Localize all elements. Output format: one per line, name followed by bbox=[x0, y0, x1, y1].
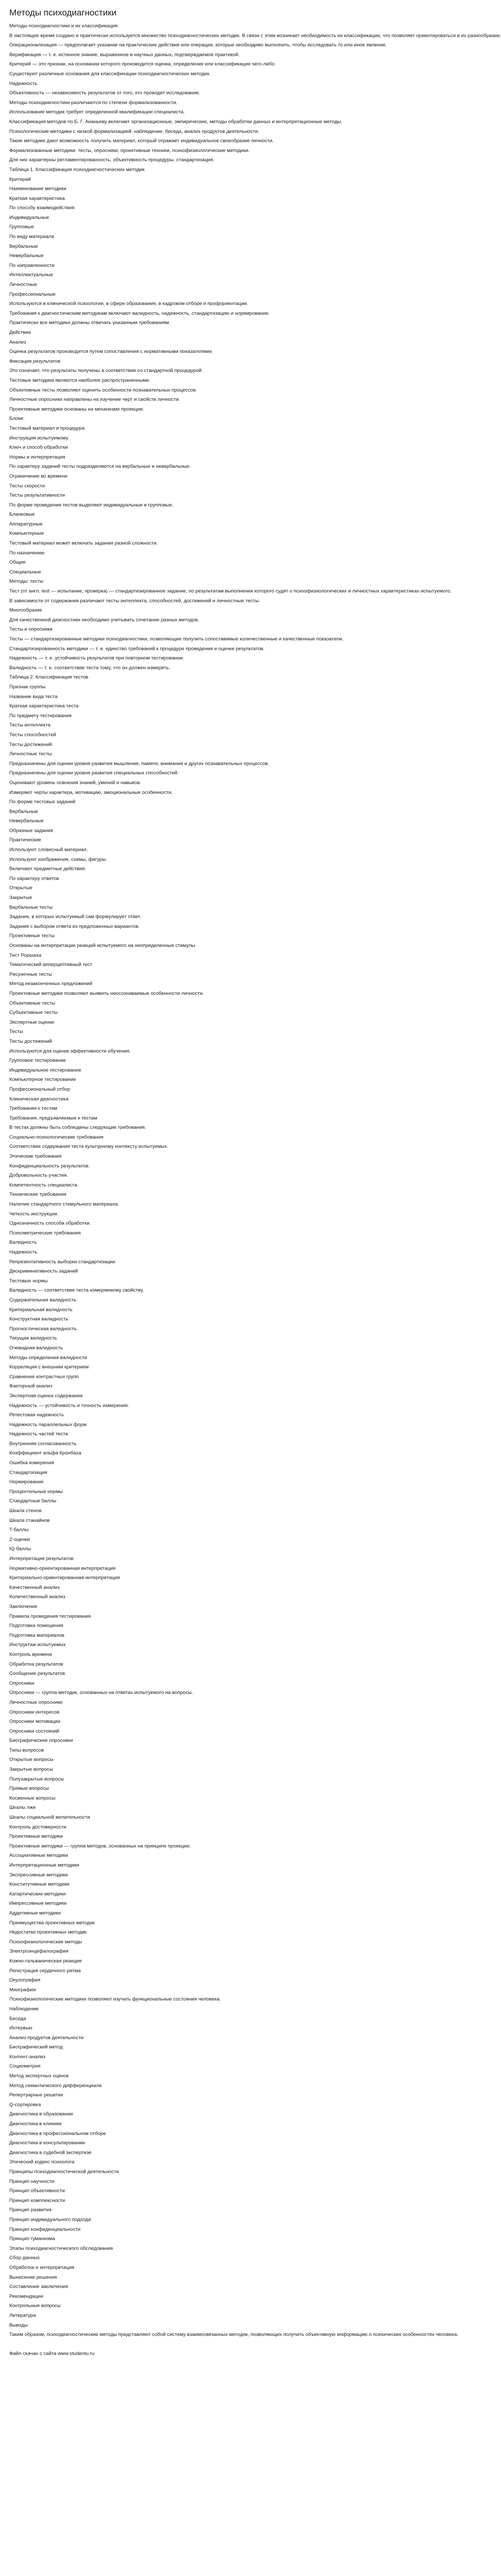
text-line: Верификация — т. е. истинное знание, выраженное в научных данных, подтверждаемое практикой. bbox=[9, 52, 240, 58]
text-line: По направленности bbox=[9, 262, 55, 268]
text-line: Аддитивные методики bbox=[9, 1910, 61, 1916]
text-line: Задания с выбором ответа из предложенных вариантов. bbox=[9, 923, 140, 929]
text-line: Миография bbox=[9, 1987, 36, 1993]
text-line: По характеру ответов bbox=[9, 875, 59, 882]
text-line: Соответствие содержания теста культурному контексту испытуемых. bbox=[9, 1144, 169, 1150]
text-line: По форме тестовых заданий bbox=[9, 799, 76, 805]
text-line: Анализ bbox=[9, 339, 26, 345]
text-line: Проективные методики bbox=[9, 1834, 63, 1840]
text-line: Диагностика в судебной экспертизе bbox=[9, 2149, 92, 2156]
text-line: Опросники состояний bbox=[9, 1728, 59, 1734]
text-line: Принцип научности bbox=[9, 2178, 55, 2184]
text-line: Внутренняя согласованность bbox=[9, 1440, 77, 1447]
text-line: Тесты — стандартизированные методики психодиагностики, позволяющие получить сопоставимые количественные и качественные показатели. bbox=[9, 636, 344, 642]
text-line: Это означает, что результаты получены в соответствии со стандартной процедурой. bbox=[9, 368, 203, 374]
text-line: Надежность частей теста bbox=[9, 1431, 68, 1437]
text-line: Коэффициент альфа Кронбаха bbox=[9, 1450, 81, 1456]
text-line: Биографические опросники bbox=[9, 1738, 73, 1744]
text-line: Валидность bbox=[9, 1240, 37, 1246]
text-line: Психофизиологические методы bbox=[9, 1939, 82, 1945]
text-line: Таблица 1. Классификация психодиагностических методик bbox=[9, 166, 145, 173]
text-line: Признак группы bbox=[9, 684, 46, 690]
text-line: В зависимости от содержания различают тесты интеллекта, способностей, достижений и личностные тесты. bbox=[9, 598, 260, 604]
text-line: Анализ продуктов деятельности bbox=[9, 2035, 84, 2041]
text-line: Операционализация — предполагает указание на практические действия или операции, которые необходимо выполнить, чтобы исследовать то или иное явление. bbox=[9, 42, 387, 48]
text-line: Тест Роршаха bbox=[9, 952, 42, 958]
text-line: Четкость инструкции. bbox=[9, 1211, 59, 1217]
text-line: Недостатки проективных методик bbox=[9, 1929, 87, 1936]
text-line: Контроль достоверности bbox=[9, 1824, 66, 1830]
text-line: Тесты bbox=[9, 1029, 23, 1035]
text-line: Существуют различные основания для классификации психодиагностических методик. bbox=[9, 71, 211, 77]
text-line: Наблюдение bbox=[9, 2006, 39, 2012]
text-line: Репертуарные решетки bbox=[9, 2092, 63, 2098]
text-line: Интеллектуальные bbox=[9, 272, 53, 278]
text-line: Методы психодиагностики и их классификация bbox=[9, 23, 118, 29]
text-line: По способу взаимодействия bbox=[9, 205, 75, 211]
text-line: Индивидуальные bbox=[9, 214, 49, 221]
text-line: Добровольность участия. bbox=[9, 1173, 68, 1179]
text-line: Социометрия bbox=[9, 2063, 41, 2070]
text-line: Электроэнцефалография bbox=[9, 1948, 69, 1955]
text-line: IQ-баллы bbox=[9, 1546, 31, 1552]
text-line: Задания, в которых испытуемый сам формулирует ответ. bbox=[9, 914, 141, 920]
text-line: Тесты интеллекта bbox=[9, 722, 51, 728]
text-line: Групповые bbox=[9, 224, 34, 230]
text-line: Бланковые bbox=[9, 512, 35, 518]
text-line: Классификация методов по Б. Г. Ананьеву включает организационные, эмпирические, методы обработки данных и интерпретационные методы. bbox=[9, 118, 343, 125]
text-line: Принцип комплексности bbox=[9, 2197, 65, 2204]
text-line: Косвенные вопросы bbox=[9, 1795, 56, 1801]
text-line: Личностные bbox=[9, 282, 38, 288]
text-line: По характеру заданий тесты подразделяются на вербальные и невербальные. bbox=[9, 464, 191, 470]
text-line: Ошибка измерения bbox=[9, 1460, 54, 1466]
text-line: Экспертные оценки bbox=[9, 1019, 55, 1025]
text-line: Тесты скорости bbox=[9, 483, 45, 489]
text-line: Критериальная валидность bbox=[9, 1307, 73, 1313]
text-line: Стандартизированность методики — т. е. единство требований к процедуре проведения и оценке результатов. bbox=[9, 646, 265, 652]
text-line: Наименование методики bbox=[9, 186, 66, 192]
document-body bbox=[9, 22, 501, 2340]
text-line: Использование методик требует определенной квалификации специалиста. bbox=[9, 109, 185, 115]
text-line: Общие bbox=[9, 560, 26, 566]
text-line: Тестовые нормы bbox=[9, 1278, 48, 1284]
text-line: Стандартизация bbox=[9, 1469, 47, 1476]
text-line: Ключ и способ обработки bbox=[9, 445, 68, 451]
text-line: Личностные опросники bbox=[9, 1699, 62, 1705]
text-line: Личностные тесты bbox=[9, 751, 52, 757]
text-line: Объективность — независимость результатов от того, кто проводит исследование. bbox=[9, 90, 201, 96]
text-line: Процентильные нормы bbox=[9, 1488, 63, 1495]
text-line: T-баллы bbox=[9, 1527, 29, 1533]
text-line: Критерий — это признак, на основании которого производится оценка, определение или классификация чего-либо. bbox=[9, 61, 276, 67]
text-line: Рисуночные тесты bbox=[9, 971, 52, 977]
text-line: Профессиональные bbox=[9, 291, 56, 297]
text-line: Аппаратурные bbox=[9, 521, 43, 527]
text-line: Закрытые bbox=[9, 895, 32, 901]
text-line: Требования, предъявляемые к тестам bbox=[9, 1115, 97, 1121]
text-line: Требования к тестам bbox=[9, 1106, 58, 1112]
text-line: Принцип гуманизма bbox=[9, 2236, 55, 2242]
text-line: Опросники интересов bbox=[9, 1709, 60, 1715]
text-line: Содержательная валидность bbox=[9, 1297, 76, 1303]
text-line: Многообразие bbox=[9, 607, 42, 614]
text-line: Психологические методики с низкой формализацией: наблюдение, беседа, анализ продуктов деятельности. bbox=[9, 128, 259, 134]
text-line: Корреляция с внешним критерием bbox=[9, 1364, 89, 1370]
text-line: Валидность — т. е. соответствие теста тому, что он должен измерять. bbox=[9, 665, 171, 671]
text-line: Инструктаж испытуемых bbox=[9, 1642, 66, 1648]
text-line: Методы: тесты bbox=[9, 579, 44, 585]
text-line: Интерпретация результатов bbox=[9, 1556, 74, 1562]
text-line: Заключение bbox=[9, 1603, 38, 1609]
text-line: Ассоциативные методики bbox=[9, 1853, 68, 1859]
text-line: По форме проведения тестов выделяют индивидуальные и групповые. bbox=[9, 502, 174, 508]
text-line: Компетентность специалиста. bbox=[9, 1182, 79, 1188]
text-line: Объективные тесты позволяют оценить особенности познавательных процессов. bbox=[9, 387, 197, 393]
text-line: Тесты достижений bbox=[9, 741, 52, 748]
text-line: По предмету тестирования bbox=[9, 713, 72, 719]
text-line: Ограничение во времени bbox=[9, 473, 68, 479]
text-line: Название вида теста bbox=[9, 693, 58, 700]
text-line: Клиническая диагностика bbox=[9, 1096, 69, 1102]
text-line: Специальные bbox=[9, 569, 41, 575]
text-line: Блоки: bbox=[9, 416, 25, 422]
text-line: Биографический метод bbox=[9, 2044, 63, 2050]
text-line: Тесты и опросники bbox=[9, 626, 53, 633]
text-line: Контроль времени bbox=[9, 1651, 52, 1657]
text-line: Тесты достижений bbox=[9, 1038, 52, 1044]
text-line: Методы психодиагностики различаются по степени формализованности. bbox=[9, 99, 178, 106]
text-line: Тесты результативности bbox=[9, 493, 65, 499]
text-line: Предназначены для оценки уровня развития мышления, памяти, внимания и других познавательных процессов. bbox=[9, 760, 270, 767]
text-line: Конфиденциальность результатов. bbox=[9, 1163, 90, 1169]
text-line: Групповое тестирование bbox=[9, 1058, 66, 1064]
text-line: Невербальные bbox=[9, 818, 44, 824]
text-line: Практические bbox=[9, 837, 41, 843]
text-line: По виду материала bbox=[9, 234, 54, 240]
text-line: Интервью bbox=[9, 2025, 32, 2031]
text-line: Беседа bbox=[9, 2015, 26, 2022]
text-line: Интерпретационные методики bbox=[9, 1862, 79, 1868]
text-line: Технические требования bbox=[9, 1192, 66, 1198]
text-line: Фиксация результатов bbox=[9, 358, 61, 364]
text-line: Экспрессивные методики bbox=[9, 1872, 68, 1878]
text-line: Надежность — устойчивость и точность измерения. bbox=[9, 1402, 129, 1409]
text-line: Используются для оценки эффективности обучения. bbox=[9, 1048, 131, 1054]
text-line: Краткая характеристика теста bbox=[9, 703, 79, 709]
text-line: Экспертная оценка содержания bbox=[9, 1393, 83, 1399]
text-line: Используются в клинической психологии, в сфере образования, в кадровом отборе и профориентации. bbox=[9, 301, 248, 307]
text-line: Проективные методики позволяют выявить неосознаваемые особенности личности. bbox=[9, 990, 204, 996]
text-line: Этапы психодиагностического обследования bbox=[9, 2245, 113, 2251]
text-line: Требования к диагностическим методикам включают валидность, надежность, стандартизацию и нормирование. bbox=[9, 310, 270, 316]
text-line: Формализованные методики: тесты, опросники, проективные техники, психофизиологические методики. bbox=[9, 147, 250, 154]
text-line: Компьютерное тестирование bbox=[9, 1077, 76, 1083]
text-line: Надежность — т. е. устойчивость результатов при повторном тестировании. bbox=[9, 655, 185, 662]
text-line: Нормы и интерпретация bbox=[9, 454, 65, 460]
text-line: Тестовый материал и процедура bbox=[9, 425, 85, 431]
text-line: Невербальные bbox=[9, 253, 44, 259]
text-line: Используют словесный материал. bbox=[9, 847, 88, 853]
text-line: Катартические методики bbox=[9, 1891, 66, 1897]
text-line: Метод незаконченных предложений bbox=[9, 981, 93, 987]
text-line: Вербальные bbox=[9, 243, 38, 249]
text-line: Дискриминативность заданий bbox=[9, 1268, 78, 1275]
text-line: Репрезентативность выборки стандартизации bbox=[9, 1259, 115, 1265]
text-line: Конструктная валидность bbox=[9, 1316, 69, 1323]
text-line: Проективные тесты bbox=[9, 933, 55, 939]
text-line: Диагностика в клинике bbox=[9, 2121, 62, 2127]
text-line: Подготовка материалов bbox=[9, 1632, 64, 1638]
text-line: Кожно-гальваническая реакция bbox=[9, 1958, 82, 1964]
text-line: Окулография bbox=[9, 1977, 41, 1984]
text-line: Индивидуальное тестирование bbox=[9, 1067, 81, 1073]
text-line: Опросники bbox=[9, 1680, 35, 1686]
text-line: Принцип объективности bbox=[9, 2188, 65, 2194]
text-line: Таким образом, психодиагностические методы представляют собой систему взаимосвязанных методик, позволяющих получить объективную информацию о психических особенностях человека. bbox=[9, 2332, 459, 2338]
text-line: Тестовые методики являются наиболее распространенными. bbox=[9, 377, 151, 383]
text-line: Шкалы социальной желательности bbox=[9, 1815, 90, 1821]
text-line: Нормирование bbox=[9, 1479, 44, 1485]
text-line: Z-оценки bbox=[9, 1536, 30, 1543]
text-line: Метод семантического дифференциала bbox=[9, 2082, 102, 2089]
text-line: Количественный анализ bbox=[9, 1594, 65, 1600]
text-line: Психофизиологические методики позволяют изучать функциональные состояния человека. bbox=[9, 1996, 221, 2003]
text-line: Сравнение контрастных групп bbox=[9, 1374, 79, 1380]
text-line: Выводы bbox=[9, 2322, 28, 2328]
text-line: Шкала станайнов bbox=[9, 1517, 50, 1523]
text-line: Валидность — соответствие теста измеряемому свойству. bbox=[9, 1287, 144, 1294]
text-line: Принцип развития bbox=[9, 2207, 52, 2213]
text-line: Контент-анализ bbox=[9, 2054, 46, 2060]
text-line: Компьютерные bbox=[9, 531, 44, 537]
text-line: Надежность bbox=[9, 80, 38, 87]
text-line: Оценка результатов производится путем сопоставления с нормативными показателями. bbox=[9, 349, 213, 355]
text-line: Включают предметные действия. bbox=[9, 866, 86, 872]
text-line: Факторный анализ bbox=[9, 1383, 53, 1389]
text-line: Диагностика в профессиональном отборе bbox=[9, 2130, 106, 2137]
text-line: Сообщение результатов bbox=[9, 1671, 65, 1677]
text-line: Инструкция испытуемому bbox=[9, 435, 69, 441]
text-line: Диагностика в консультировании bbox=[9, 2140, 85, 2146]
text-line: В тестах должны быть соблюдены следующие требования. bbox=[9, 1125, 146, 1131]
text-line: Принципы психодиагностической деятельности bbox=[9, 2169, 119, 2175]
text-line: Открытые bbox=[9, 885, 32, 891]
text-line: Для них характерны регламентированность, объективность процедуры, стандартизация. bbox=[9, 157, 214, 163]
text-line: Профессиональный отбор bbox=[9, 1086, 71, 1092]
text-line: Практически все методики должны отвечать указанным требованиям. bbox=[9, 320, 171, 326]
text-line: Методы определения валидности bbox=[9, 1354, 87, 1361]
text-line: Обработка результатов bbox=[9, 1661, 63, 1667]
text-line: Личностные опросники направлены на изучение черт и свойств личности. bbox=[9, 397, 180, 403]
text-line: Нормативно-ориентированная интерпретация bbox=[9, 1565, 116, 1571]
text-line: Стандартные баллы bbox=[9, 1498, 57, 1504]
text-line: Принцип индивидуального подхода bbox=[9, 2216, 91, 2223]
text-line: Опросники — группа методик, основанных на ответах испытуемого на вопросы. bbox=[9, 1690, 193, 1696]
text-line: В настоящее время создано и практически используется множество психодиагностических методик. В связи с этим возникает необходимость их классификации, что позволяет ориентироваться в их разнообразии. bbox=[9, 32, 501, 39]
text-line: Регистрация сердечного ритма bbox=[9, 1968, 81, 1974]
text-line: Обработка и интерпретация bbox=[9, 2264, 74, 2270]
text-line: Конститутивные методики bbox=[9, 1882, 70, 1888]
text-line: Очевидная валидность bbox=[9, 1345, 63, 1351]
text-line: Вынесение решения bbox=[9, 2274, 57, 2280]
text-line: Проективные методики основаны на механизме проекции. bbox=[9, 406, 144, 412]
text-line: Качественный анализ bbox=[9, 1584, 60, 1590]
text-line: Метод экспертных оценок bbox=[9, 2073, 69, 2079]
text-line: Типы вопросов bbox=[9, 1747, 44, 1753]
text-line: Критерий bbox=[9, 176, 31, 182]
text-line: Тестовый материал может включать задания разной сложности. bbox=[9, 540, 158, 547]
text-line: Тест (от англ. test — испытание, проверка) — стандартизированное задание, по результатам выполнения которого судят о психофизиологических и личностных характеристиках испытуемого. bbox=[9, 588, 452, 595]
text-line: Тематический апперцептивный тест bbox=[9, 962, 93, 968]
text-line: Прямые вопросы bbox=[9, 1786, 49, 1792]
text-line: По назначению bbox=[9, 550, 45, 556]
text-line: Полузакрытые вопросы bbox=[9, 1776, 64, 1782]
text-line: Таблица 2. Классификация тестов bbox=[9, 674, 89, 681]
text-line: Рекомендации bbox=[9, 2293, 43, 2299]
text-line: Контрольные вопросы bbox=[9, 2303, 61, 2309]
text-line: Закрытые вопросы bbox=[9, 1767, 53, 1773]
text-line: Однозначность способа обработки. bbox=[9, 1221, 91, 1227]
text-line: Надежность параллельных форм bbox=[9, 1421, 87, 1428]
text-line: Краткая характеристика bbox=[9, 195, 65, 201]
text-line: Сбор данных bbox=[9, 2255, 40, 2261]
text-line: Шкалы лжи bbox=[9, 1805, 36, 1811]
text-line: Такие методики дают возможность получить материал, который отражает индивидуальное своеобразие личности. bbox=[9, 138, 274, 144]
text-line: Основаны на интерпретации реакций испытуемого на неопределенные стимулы. bbox=[9, 943, 197, 948]
text-line: Ретестовая надежность bbox=[9, 1412, 64, 1418]
text-line: Подготовка помещения bbox=[9, 1623, 63, 1629]
text-line: Измеряют черты характера, мотивацию, эмоциональные особенности. bbox=[9, 789, 173, 795]
text-line: Субъективные тесты bbox=[9, 1010, 58, 1016]
text-line: Преимущества проективных методик bbox=[9, 1920, 95, 1926]
text-line: Социально-психологические требования bbox=[9, 1134, 104, 1140]
text-line: Действие bbox=[9, 330, 31, 335]
text-line: Прогностическая валидность bbox=[9, 1326, 77, 1332]
text-line: Принцип конфиденциальности bbox=[9, 2226, 80, 2232]
text-line: Литература bbox=[9, 2312, 36, 2318]
text-line: Критериально-ориентированная интерпретация bbox=[9, 1575, 120, 1581]
text-line: Надежность bbox=[9, 1249, 38, 1255]
text-line: Шкала стенов bbox=[9, 1508, 42, 1514]
text-line: Текущая валидность bbox=[9, 1335, 57, 1342]
text-line: Этический кодекс психолога bbox=[9, 2159, 75, 2165]
text-line: Предназначены для оценки уровня развития специальных способностей. bbox=[9, 770, 179, 776]
text-line: Составление заключения bbox=[9, 2284, 68, 2290]
document-footer: Файл скачан с сайта www.studentu.ru bbox=[9, 2350, 95, 2357]
text-line: Этические требования bbox=[9, 1154, 62, 1160]
text-line: Опросники мотивации bbox=[9, 1719, 61, 1725]
text-line: Тесты способностей bbox=[9, 732, 56, 738]
text-line: Наличие стандартного стимульного материала. bbox=[9, 1201, 120, 1208]
text-line: Психометрические требования bbox=[9, 1230, 81, 1236]
text-line: Проективные методики — группа методов, основанных на принципе проекции. bbox=[9, 1843, 191, 1849]
text-line: Диагностика в образовании bbox=[9, 2111, 73, 2117]
text-line: Объективные тесты bbox=[9, 1000, 56, 1006]
text-line: Оценивают уровень освоения знаний, умений и навыков. bbox=[9, 779, 141, 786]
text-line: Q-сортировка bbox=[9, 2102, 41, 2108]
document-title: Методы психодиагностики bbox=[9, 8, 117, 18]
text-line: Вербальные bbox=[9, 808, 38, 815]
text-line: Импрессивные методики bbox=[9, 1901, 67, 1907]
text-line: Образные задания bbox=[9, 827, 53, 834]
text-line: Для качественной диагностики необходимо учитывать сочетание разных методов. bbox=[9, 617, 199, 623]
text-line: Открытые вопросы bbox=[9, 1757, 54, 1763]
text-line: Вербальные тесты bbox=[9, 904, 53, 910]
text-line: Правила проведения тестирования bbox=[9, 1613, 91, 1619]
text-line: Используют изображения, схемы, фигуры. bbox=[9, 856, 107, 862]
